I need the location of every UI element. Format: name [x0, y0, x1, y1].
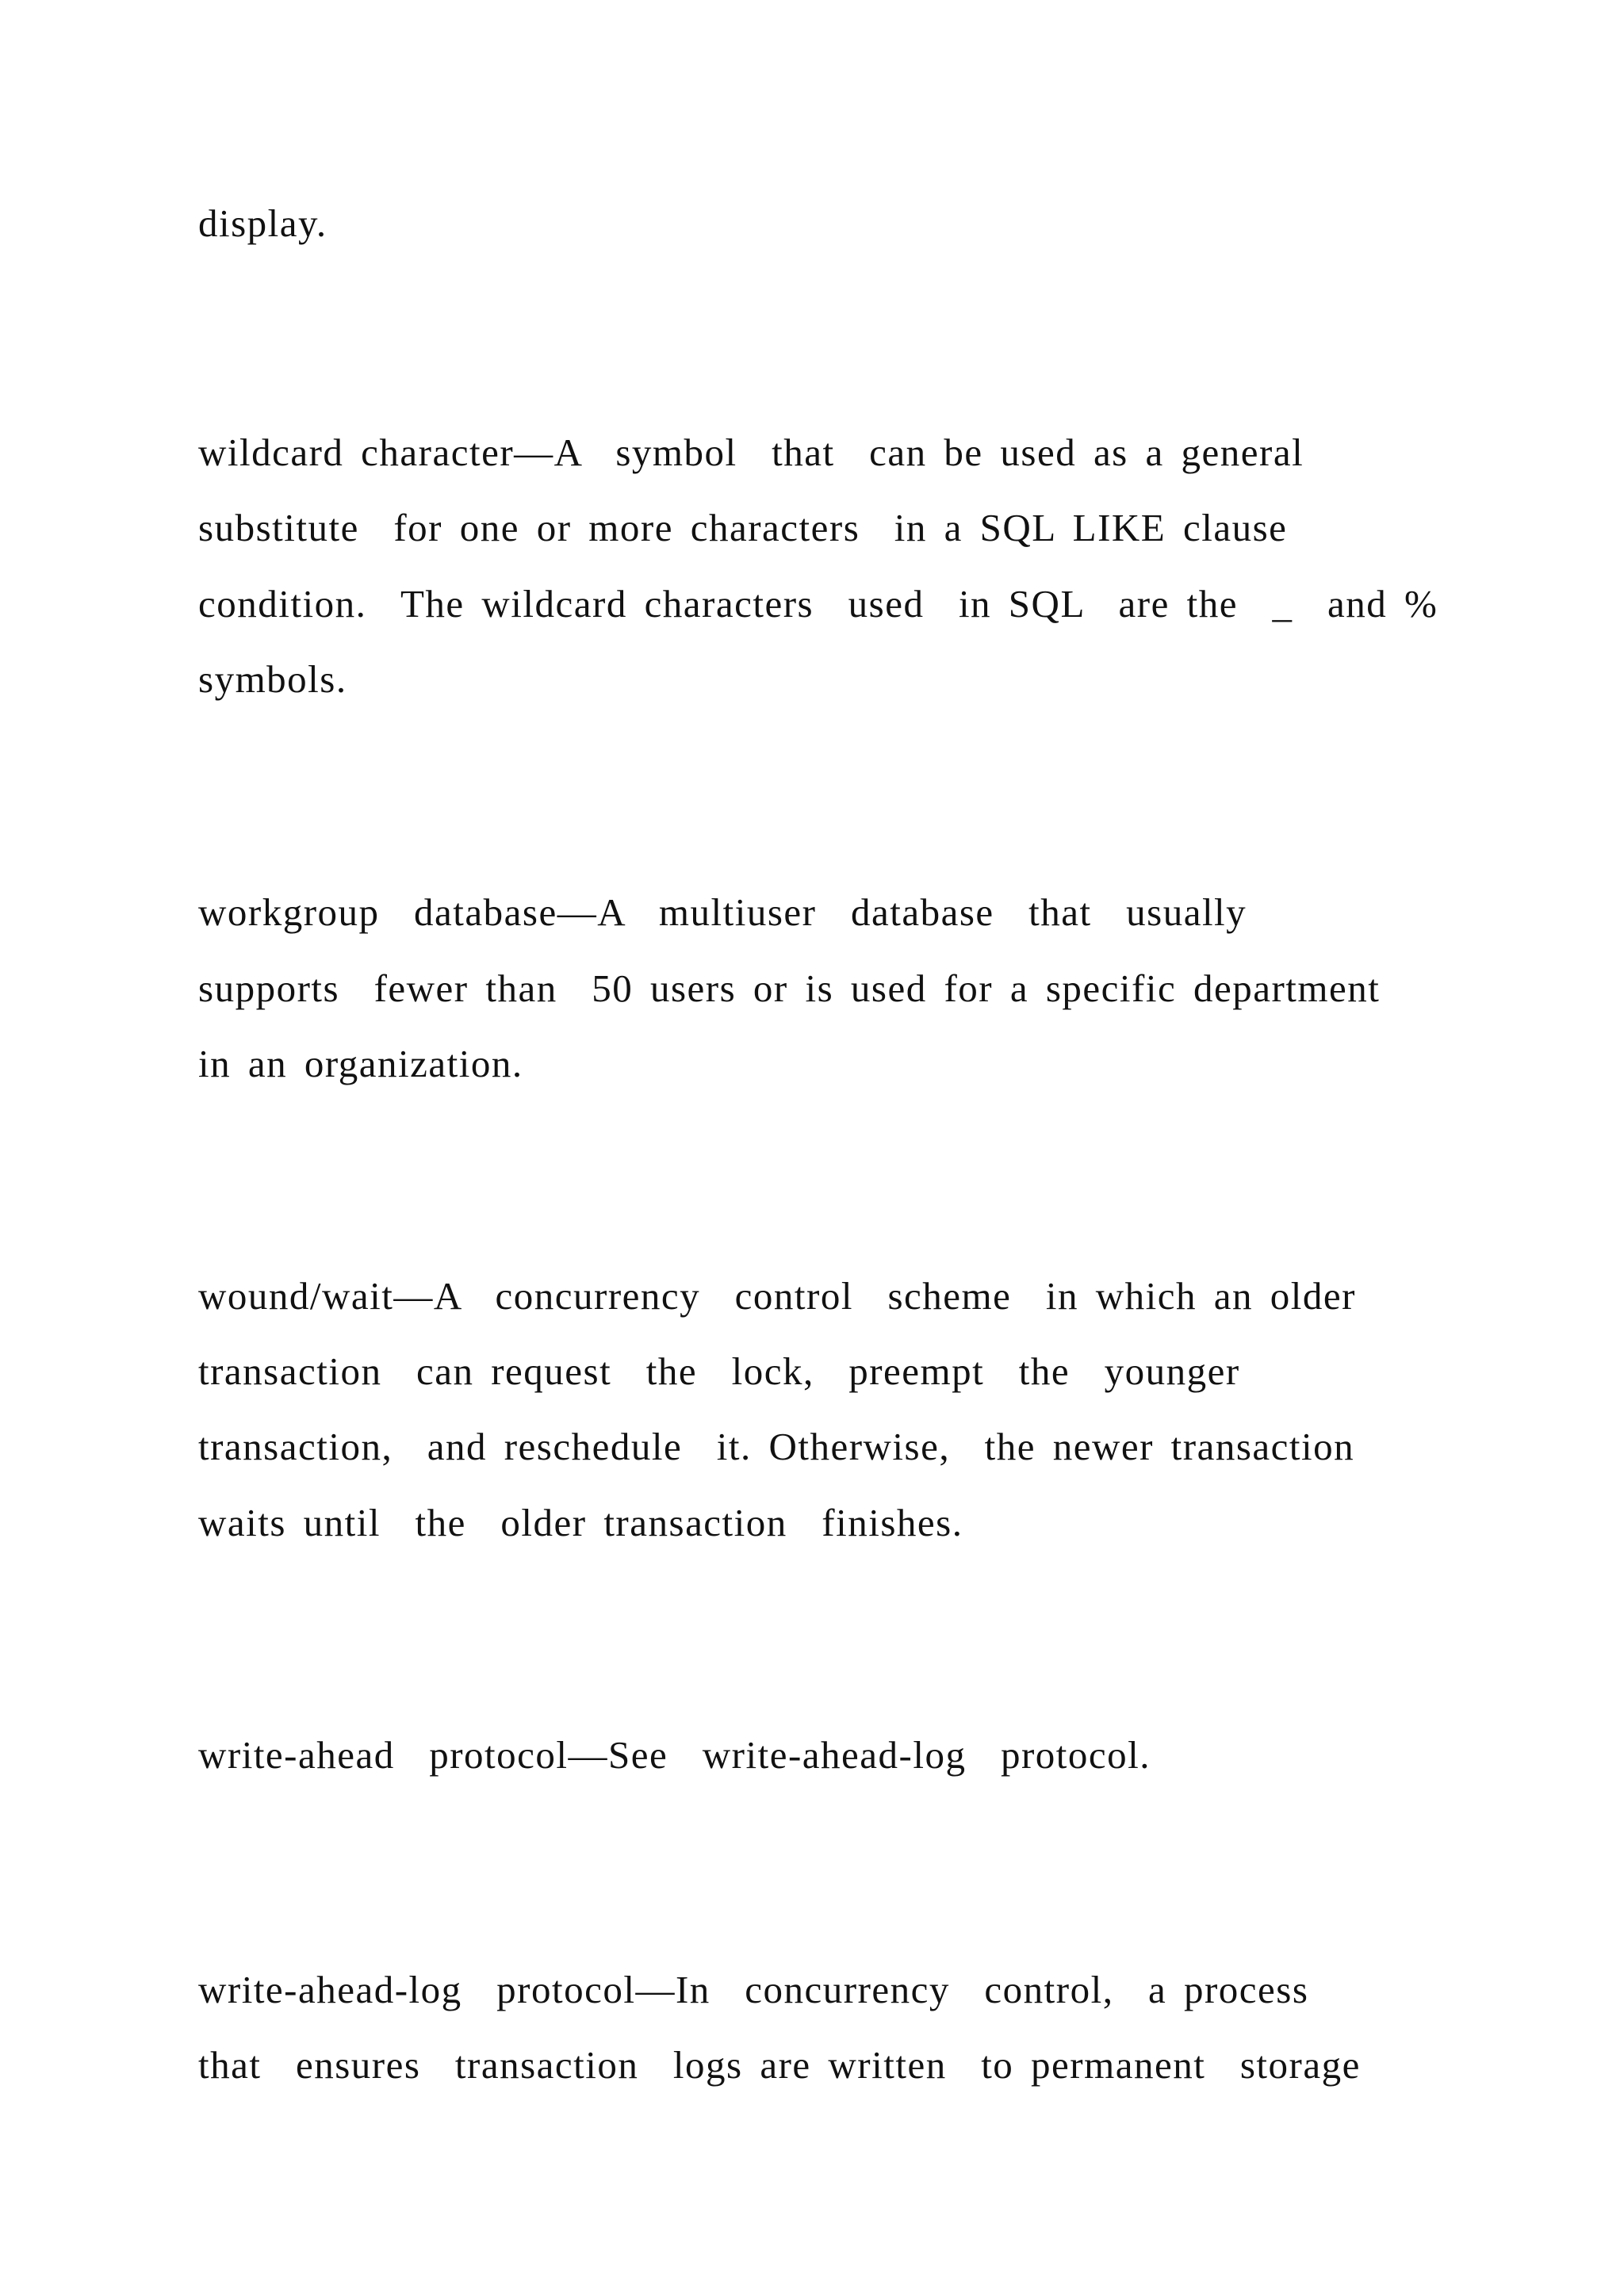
entry-workgroup-database-line: in an organization. — [198, 1042, 523, 1085]
entry-wildcard-character-line: symbols. — [198, 657, 347, 701]
entry-workgroup-database-line: supports fewer than 50 users or is used for a specific department — [198, 966, 1381, 1010]
entry-wildcard-character-line: condition. The wildcard characters used in SQL are the _ and % — [198, 582, 1438, 626]
entry-wound-wait-line: transaction can request the lock, preempt the younger — [198, 1349, 1240, 1393]
entry-wildcard-character-line: substitute for one or more characters in a SQL LIKE clause — [198, 506, 1288, 549]
entry-write-ahead-log-protocol-line: write-ahead-log protocol—In concurrency control, a process — [198, 1968, 1309, 2011]
entry-wound-wait-line: wound/wait—A concurrency control scheme in which an older — [198, 1274, 1356, 1318]
continuation-line: display. — [198, 201, 327, 245]
entry-workgroup-database-line: workgroup database—A multiuser database that usually — [198, 890, 1247, 934]
entry-wildcard-character-line: wildcard character—A symbol that can be used as a general — [198, 430, 1304, 474]
entry-write-ahead-log-protocol-line: that ensures transaction logs are written to permanent storage — [198, 2043, 1361, 2087]
entry-wound-wait-line: transaction, and reschedule it. Otherwise, the newer transaction — [198, 1425, 1355, 1468]
entry-wound-wait-line: waits until the older transaction finishes. — [198, 1501, 963, 1544]
entry-write-ahead-protocol-line: write-ahead protocol—See write-ahead-log protocol. — [198, 1733, 1151, 1777]
